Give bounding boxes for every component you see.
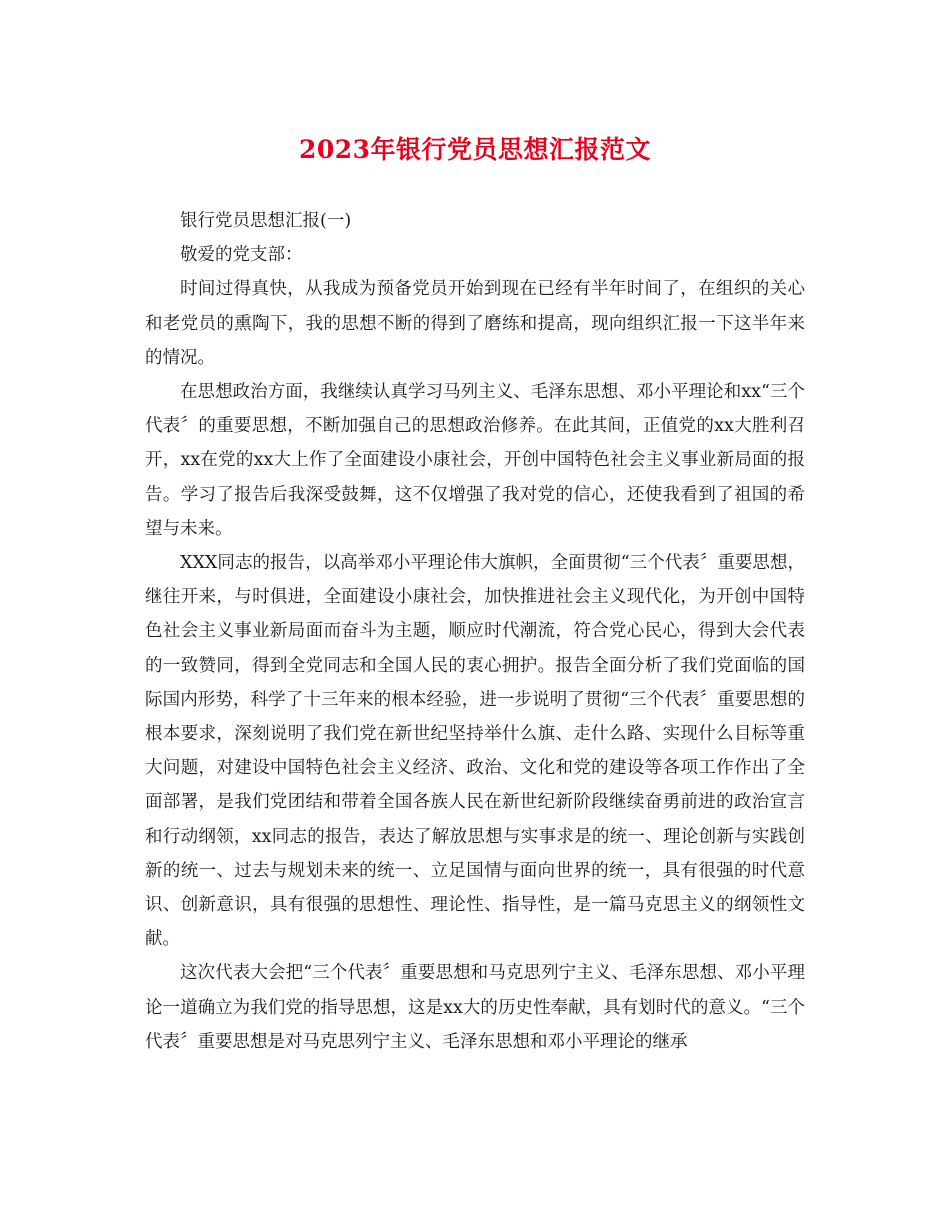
section-subtitle: 银行党员思想汇报(一) bbox=[180, 211, 352, 231]
salutation: 敬爱的党支部： bbox=[180, 245, 303, 266]
paragraph: XXX同志的报告，以高举邓小平理论伟大旗帜，全面贯彻“三个代表〞重要思想，继往开来，与时俱进，全面建设小康社会，加快推进社会主义现代化，为开创中国特色社会主义事业新局面而奋斗为主题，顺应时代潮流，符合党心民心，得到大会代表的一致赞同，得到全党同志和全国人民的衷心拥护。报告全面分析了我们党面临的国际国内形势，科学了十三年来的根本经验，进一步说明了贯彻“三个代表〞重要思想的根本要求，深刻说明了我们党在新世纪坚持举什么旗、走什么路、实现什么目标等重大问题，对建设中国特色社会主义经济、政治、文化和党的建设等各项工作作出了全面部署，是我们党团结和带着全国各族人民在新世纪新阶段继续奋勇前进的政治宣言和行动纲领，xx同志的报告，表达了解放思想与实事求是的统一、理论创新与实践创新的统一、过去与规划未来的统一、立足国情与面向世界的统一，具有很强的时代意识、创新意识，具有很强的思想性、理论性、指导性，是一篇马克思主义的纲领性文献。 bbox=[145, 553, 805, 950]
paragraph: 在思想政治方面，我继续认真学习马列主义、毛泽东思想、邓小平理论和xx“三个代表〞的重要思想，不断加强自己的思想政治修养。在此其间，正值党的xx大胜利召开，xx在党的xx大上作了全面建设小康社会，开创中国特色社会主义事业新局面的报告。学习了报告后我深受鼓舞，这不仅增强了我对党的信心，还使我看到了祖国的希望与未来。 bbox=[145, 382, 805, 539]
paragraph: 时间过得真快，从我成为预备党员开始到现在已经有半年时间了，在组织的关心和老党员的熏陶下，我的思想不断的得到了磨练和提高，现向组织汇报一下这半年来的情况。 bbox=[145, 279, 805, 368]
document-body bbox=[145, 204, 805, 1059]
document-title: 2023年银行党员思想汇报范文 bbox=[298, 135, 652, 164]
paragraph: 这次代表大会把“三个代表〞重要思想和马克思列宁主义、毛泽东思想、邓小平理论一道确立为我们党的指导思想，这是xx大的历史性奉献，具有划时代的意义。“三个代表〞重要思想是对马克思列宁主义、毛泽东思想和邓小平理论的继承 bbox=[145, 963, 805, 1052]
